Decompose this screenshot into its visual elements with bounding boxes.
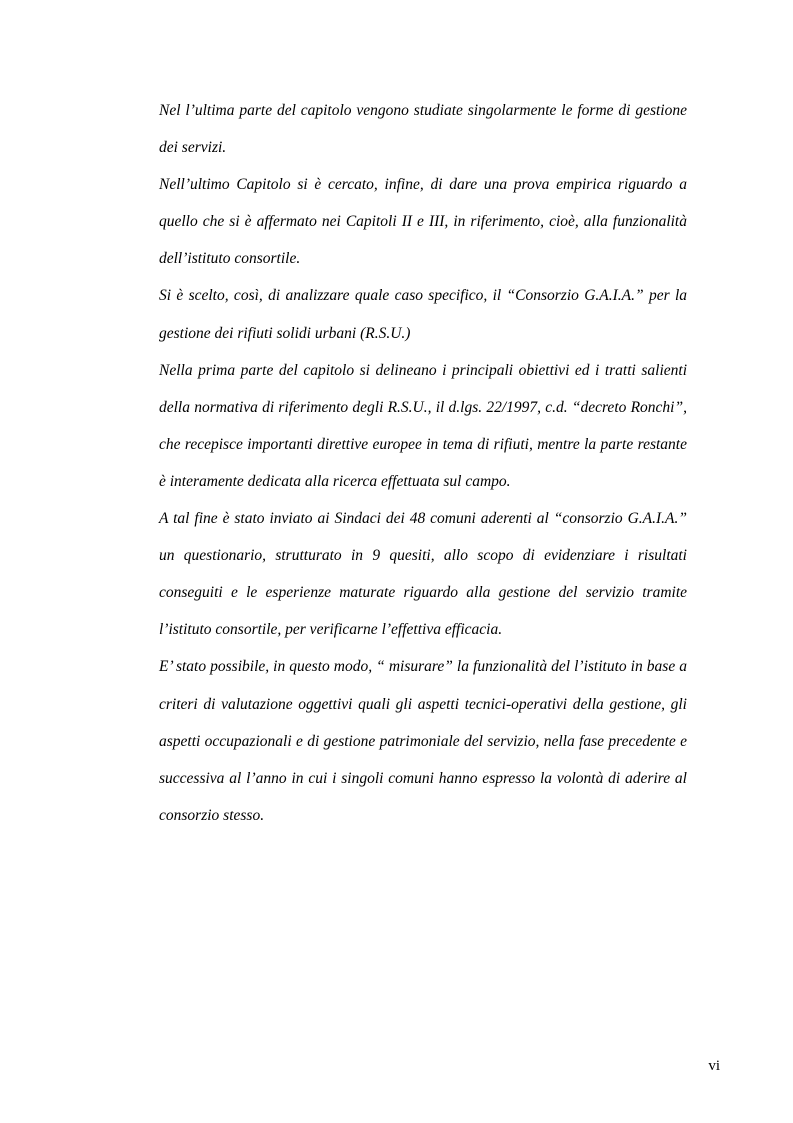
body-text — [159, 92, 687, 834]
paragraph-questionario: A tal fine è stato inviato ai Sindaci dei 48 comuni aderenti al “consorzio G.A.I.A.” un questionario, strutturato in 9 quesiti, allo scopo di evidenziare i risultati conseguiti e le esperienze maturate riguardo alla gestione del servizio tramite l’istituto consortile, per verificarne l’effettiva efficacia. — [159, 510, 687, 639]
paragraph-normativa: Nella prima parte del capitolo si delineano i principali obiettivi ed i tratti salienti della normativa di riferimento degli R.S.U., il d.lgs. 22/1997, c.d. “decreto Ronchi”, che recepisce importanti direttive europee in tema di rifiuti, mentre la parte restante è interamente dedicata alla ricerca effettuata sul campo. — [159, 361, 687, 490]
paragraph-caso-specifico: Si è scelto, così, di analizzare quale caso specifico, il “Consorzio G.A.I.A.” per la gestione dei rifiuti solidi urbani (R.S.U.) — [159, 287, 687, 342]
page-number: vi — [708, 1058, 720, 1074]
paragraph-misurare: E’ stato possibile, in questo modo, “ misurare” la funzionalità del l’istituto in base a criteri di valutazione oggettivi quali gli aspetti tecnici-operativi della gestione, gli aspetti occupazionali e di gestione patrimoniale del servizio, nella fase precedente e successiva al l’anno in cui i singoli comuni hanno espresso la volontà di aderire al consorzio stesso. — [159, 658, 687, 824]
paragraph-ultimo-capitolo: Nell’ultimo Capitolo si è cercato, infine, di dare una prova empirica riguardo a quello che si è affermato nei Capitoli II e III, in riferimento, cioè, alla funzionalità dell’istituto consortile. — [159, 176, 687, 268]
paragraph-forme-gestione: Nel l’ultima parte del capitolo vengono studiate singolarmente le forme di gestione dei servizi. — [159, 102, 687, 157]
